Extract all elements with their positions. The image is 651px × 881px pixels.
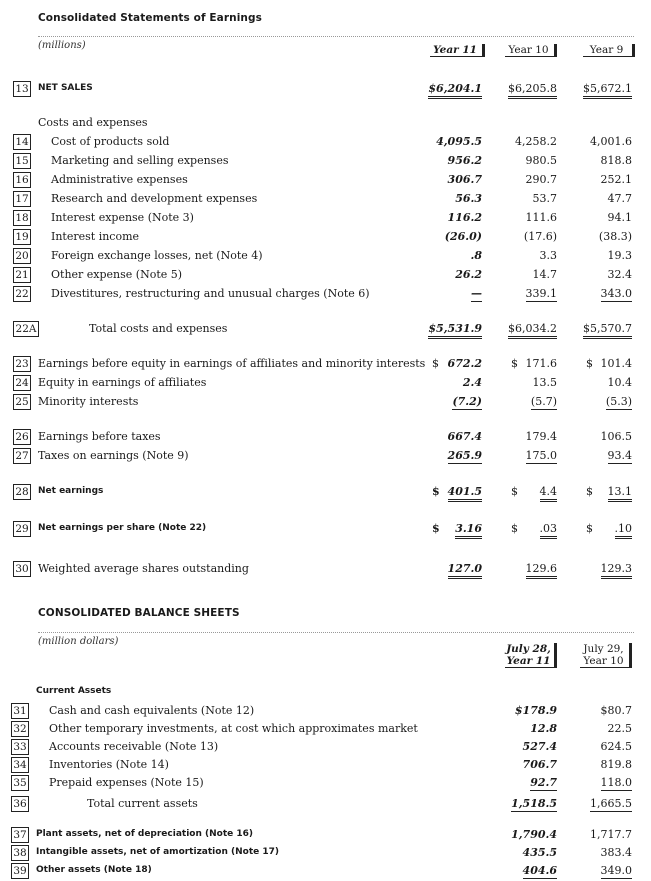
dollar-sign: $ [511,357,518,370]
row-label: Total costs and expenses [89,322,228,335]
value-year-11: 706.7 [522,758,557,771]
table-row [0,429,651,445]
row-label: Marketing and selling expenses [51,154,229,167]
value-year-9: 106.5 [600,430,632,443]
column-header-year-11: Year 11 [430,44,485,57]
value-year-10: 290.7 [525,173,557,186]
value-year-11: 12.8 [530,722,557,735]
line-number: 13 [13,81,31,97]
line-number: 34 [11,757,29,773]
row-label: Research and development expenses [51,192,258,205]
table-row [0,267,651,283]
table-row [0,356,651,372]
table-row [0,448,651,464]
table-row [0,721,651,737]
row-label: Interest expense (Note 3) [51,211,194,224]
table-row [0,703,651,719]
value-year-11: 306.7 [447,173,482,186]
value-year-10: $6,205.8 [508,82,557,99]
dollar-sign: $ [586,357,593,370]
line-number: 26 [13,429,31,445]
value-year-9: 13.1 [608,485,633,502]
value-year-11: 127.0 [448,562,482,579]
value-year-11: $178.9 [514,704,557,717]
line-number: 21 [13,267,31,283]
line-number: 33 [11,739,29,755]
line-number: 39 [11,863,29,879]
value-year-11: 672.2 [447,357,482,370]
row-label: Cost of products sold [51,135,170,148]
value-year-10: 349.0 [600,864,632,877]
line-number: 30 [13,561,31,577]
value-year-11: .8 [470,249,482,262]
value-year-11: 667.4 [447,430,482,443]
value-year-9: 252.1 [600,173,632,186]
value-year-11: 4,095.5 [436,135,482,148]
dollar-sign: $ [432,522,440,535]
row-label: Cash and cash equivalents (Note 12) [49,704,255,717]
value-year-11: 92.7 [530,776,557,789]
value-year-11: 2.4 [462,376,482,389]
row-label: Net earnings per share (Note 22) [38,523,207,533]
dollar-sign: $ [432,485,440,498]
row-label: Administrative expenses [51,173,188,186]
line-number: 31 [11,703,29,719]
table-row [0,286,651,302]
value-year-9: .10 [615,522,633,539]
row-label: Earnings before equity in earnings of affiliates and minority interests [38,357,426,370]
value-year-10: (5.7) [530,395,557,408]
row-label: Total current assets [87,797,198,810]
row-label: Weighted average shares outstanding [38,562,249,575]
value-year-9: 94.1 [607,211,632,224]
earnings-unit-note: (millions) [38,40,86,51]
row-label: Minority interests [38,395,139,408]
value-year-10: .03 [540,522,558,539]
line-number: 23 [13,356,31,372]
row-label: Taxes on earnings (Note 9) [38,449,189,462]
value-year-11: 956.2 [447,154,482,167]
table-row [0,739,651,755]
value-year-10: 14.7 [532,268,557,281]
value-year-9: 101.4 [600,357,632,370]
row-label: Inventories (Note 14) [49,758,169,771]
value-year-11: 116.2 [447,211,482,224]
value-year-9: $5,672.1 [583,82,632,99]
value-year-10: 111.6 [525,211,557,224]
value-year-10: 179.4 [525,430,557,443]
column-header-line: July 29, [583,643,624,655]
value-year-9: 47.7 [607,192,632,205]
value-year-10: 980.5 [525,154,557,167]
column-header-july-28-year-11 [505,643,557,668]
value-year-9: $5,570.7 [583,322,632,339]
value-year-10: $80.7 [600,704,632,717]
table-row [0,153,651,169]
column-header-line: July 28, [506,643,551,655]
table-row [0,191,651,207]
value-year-9: 32.4 [607,268,632,281]
shares-row [0,561,651,577]
line-number: 18 [13,210,31,226]
value-year-10: 3.3 [539,249,557,262]
table-row [0,210,651,226]
eps-row [0,521,651,537]
value-year-9: 93.4 [607,449,632,462]
line-number: 29 [13,521,31,537]
value-year-10: 118.0 [600,776,632,789]
line-number: 22A [13,321,39,337]
value-year-11: 1,790.4 [511,828,557,841]
value-year-10: 129.6 [526,562,558,579]
row-label: Interest income [51,230,140,243]
value-year-11: 401.5 [448,485,482,502]
row-label: Intangible assets, net of amortization (Note 17) [36,847,279,857]
value-year-10: 4.4 [540,485,558,502]
value-year-9: 818.8 [600,154,632,167]
value-year-9: (38.3) [598,230,632,243]
line-number: 38 [11,845,29,861]
value-year-9: 343.0 [600,287,632,300]
row-label: Divestitures, restructuring and unusual charges (Note 6) [51,287,370,300]
value-year-9: 4,001.6 [590,135,632,148]
value-year-10: 22.5 [607,722,632,735]
line-number: 35 [11,775,29,791]
column-header-year-9: Year 9 [583,44,635,57]
value-year-10: 339.1 [525,287,557,300]
row-label: Accounts receivable (Note 13) [49,740,219,753]
value-year-10: 13.5 [532,376,557,389]
table-row [0,134,651,150]
value-year-11: (7.2) [452,395,482,408]
line-number: 22 [13,286,31,302]
column-header-july-29-year-10 [580,643,632,668]
row-label: Other assets (Note 18) [36,865,152,875]
value-year-10: 1,717.7 [590,828,632,841]
balance-unit-note: (million dollars) [38,636,119,647]
value-year-11: 527.4 [522,740,557,753]
total-current-assets-row [0,796,651,812]
value-year-10: 383.4 [600,846,632,859]
value-year-11: 26.2 [455,268,482,281]
row-label: Equity in earnings of affiliates [38,376,207,389]
value-year-9: 19.3 [607,249,632,262]
balance-title: CONSOLIDATED BALANCE SHEETS [38,607,240,619]
current-assets-header: Current Assets [36,686,112,696]
value-year-11: — [471,287,482,300]
dotted-rule [38,632,634,633]
value-year-10: 171.6 [525,357,557,370]
value-year-11: 3.16 [455,522,482,539]
table-row [0,394,651,410]
net-earnings-row [0,484,651,500]
value-year-9: (5.3) [605,395,632,408]
value-year-10: 624.5 [600,740,632,753]
table-row [0,827,651,843]
line-number: 16 [13,172,31,188]
value-year-10: (17.6) [523,230,557,243]
value-year-11: 435.5 [522,846,557,859]
table-row [0,375,651,391]
table-row [0,757,651,773]
value-year-9: 129.3 [601,562,633,579]
row-label: Foreign exchange losses, net (Note 4) [51,249,263,262]
value-year-10: 53.7 [532,192,557,205]
line-number: 32 [11,721,29,737]
dollar-sign: $ [511,485,518,498]
value-year-9: 10.4 [607,376,632,389]
line-number: 20 [13,248,31,264]
table-row [0,845,651,861]
table-row [0,863,651,879]
total-costs-row [0,321,651,337]
net-sales-row [0,81,651,97]
column-header-line: Year 11 [506,655,551,667]
line-number: 25 [13,394,31,410]
costs-header: Costs and expenses [38,116,148,129]
value-year-11: $6,204.1 [428,82,482,99]
line-number: 19 [13,229,31,245]
value-year-10: 819.8 [600,758,632,771]
table-row [0,248,651,264]
row-label: Other temporary investments, at cost which approximates market [49,722,418,735]
line-number: 37 [11,827,29,843]
dollar-sign: $ [586,522,593,535]
value-year-10: 4,258.2 [515,135,557,148]
table-row [0,229,651,245]
value-year-10: 1,665.5 [590,797,632,810]
value-year-10: $6,034.2 [508,322,557,339]
value-year-11: 1,518.5 [511,797,557,810]
row-label: Other expense (Note 5) [51,268,183,281]
line-number: 36 [11,796,29,812]
value-year-11: 404.6 [522,864,557,877]
dollar-sign: $ [432,357,439,370]
value-year-11: 56.3 [455,192,482,205]
dollar-sign: $ [586,485,593,498]
row-label: Net earnings [38,486,104,496]
row-label: Plant assets, net of depreciation (Note 16) [36,829,254,839]
line-number: 15 [13,153,31,169]
dotted-rule [38,36,634,37]
value-year-11: (26.0) [444,230,482,243]
line-number: 24 [13,375,31,391]
table-row [0,172,651,188]
row-label: Earnings before taxes [38,430,161,443]
dollar-sign: $ [511,522,518,535]
line-number: 17 [13,191,31,207]
table-row [0,775,651,791]
value-year-11: 265.9 [447,449,482,462]
column-header-year-10: Year 10 [505,44,557,57]
line-number: 14 [13,134,31,150]
earnings-title: Consolidated Statements of Earnings [38,12,262,24]
column-header-line: Year 10 [583,655,624,667]
line-number: 27 [13,448,31,464]
value-year-11: $5,531.9 [428,322,482,339]
line-number: 28 [13,484,31,500]
row-label: Prepaid expenses (Note 15) [49,776,204,789]
net-sales-label: NET SALES [38,83,93,93]
value-year-10: 175.0 [525,449,557,462]
